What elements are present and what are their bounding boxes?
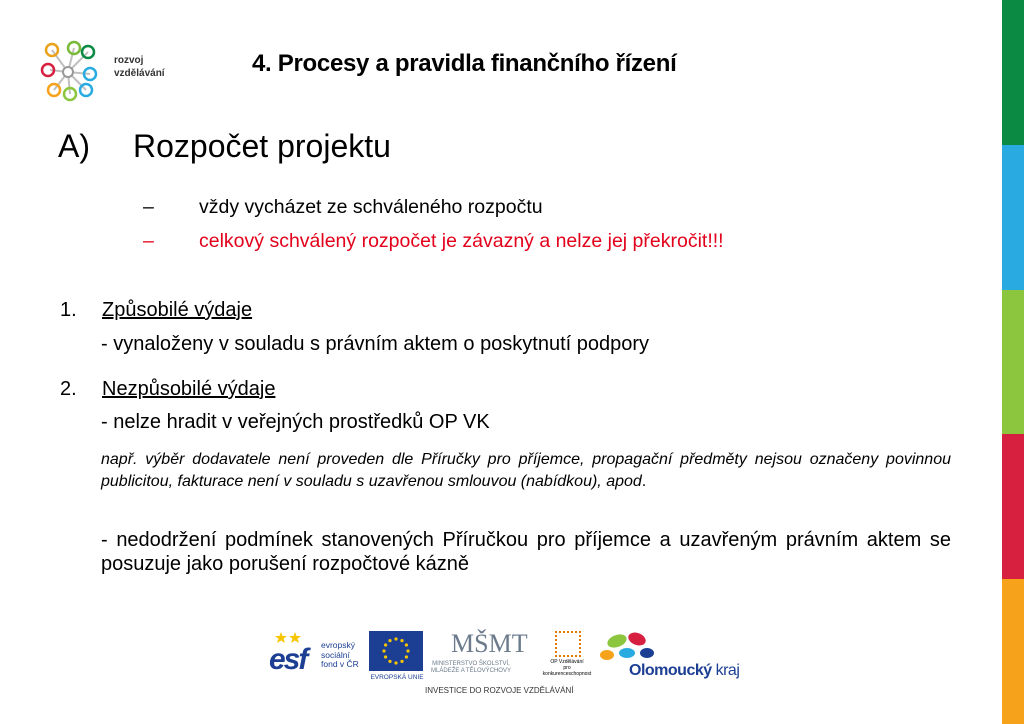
esf-caption-line: sociální	[321, 649, 350, 660]
list-item-ineligible	[60, 378, 275, 401]
esf-caption-line: fond v ČR	[321, 659, 359, 669]
esf-caption-line: evropský	[321, 640, 356, 650]
section-heading	[58, 128, 391, 165]
bullet-text: vždy vycházet ze schváleného rozpočtu	[199, 196, 543, 218]
sidebar-stripe-green	[1002, 0, 1024, 145]
list-item-eligible	[60, 299, 252, 322]
esf-caption	[321, 641, 359, 670]
list-label: Nezpůsobilé výdaje	[102, 378, 276, 400]
sidebar-stripe-orange	[1002, 579, 1024, 724]
investice-caption: INVESTICE DO ROZVOJE VZDĚLÁVÁNÍ	[425, 686, 574, 695]
olomoucky-word: Olomoucký	[629, 662, 712, 679]
footer-logos	[265, 625, 765, 700]
section-heading-letter: A)	[58, 128, 90, 164]
slide-title: 4. Procesy a pravidla finančního řízení	[252, 50, 677, 77]
olomoucky-wordmark	[629, 662, 739, 680]
budget-discipline-paragraph: - nedodržení podmínek stanovených Příručkou pro příjemce a uzavřeným právním aktem se posuzuje jako porušení rozpočtové kázně	[101, 529, 951, 575]
eu-flag-icon	[369, 631, 423, 671]
op-vk-caption-line: OP Vzdělávání	[550, 659, 584, 665]
bullet-dash: –	[143, 230, 154, 252]
example-note-end: .	[641, 473, 647, 490]
logo-text-line1: rozvoj	[114, 55, 144, 66]
msmt-logo	[431, 629, 528, 679]
example-note-text: např. výběr dodavatele není proveden dle Příručky pro příjemce, propagační předměty nejsou označeny povinnou publicitou, fakturace není v souladu s uzavřenou smlouvou (nabídkou), apod	[101, 451, 951, 490]
msmt-caption	[431, 661, 511, 675]
msmt-caption-line: MINISTERSTVO ŠKOLSTVÍ,	[432, 661, 510, 667]
op-vk-mark-icon	[555, 631, 581, 657]
esf-logo	[269, 631, 363, 681]
list-item-description: - vynaloženy v souladu s právním aktem o poskytnutí podpory	[101, 333, 650, 355]
list-number: 1.	[60, 299, 77, 321]
eu-label: EVROPSKÁ UNIE	[370, 674, 424, 681]
olomoucky-flower-icon	[597, 629, 667, 665]
bullet-dash: –	[143, 196, 154, 218]
olomoucky-kraj-logo	[597, 629, 757, 689]
sidebar-stripe-lime	[1002, 290, 1024, 435]
example-note	[101, 449, 951, 493]
section-heading-text: Rozpočet projektu	[133, 128, 391, 164]
op-vk-caption	[539, 659, 595, 677]
logo-text-line2: vzdělávání	[114, 68, 165, 79]
esf-wordmark: esf	[269, 643, 307, 676]
bullet-text: celkový schválený rozpočet je závazný a nelze jej překročit!!!	[199, 230, 724, 252]
list-item-description: - nelze hradit v veřejných prostředků OP VK	[101, 411, 490, 433]
kraj-word: kraj	[715, 662, 740, 679]
logo-text	[114, 54, 165, 80]
bullet-item	[143, 196, 543, 219]
op-vk-logo	[539, 631, 595, 679]
sidebar-stripe-blue	[1002, 145, 1024, 290]
op-vk-caption-line: pro konkurenceschopnost	[542, 665, 592, 677]
list-label: Způsobilé výdaje	[102, 299, 253, 321]
color-sidebar	[1002, 0, 1024, 724]
list-number: 2.	[60, 378, 77, 400]
sidebar-stripe-red	[1002, 434, 1024, 579]
bullet-item-highlight	[143, 230, 724, 253]
msmt-wordmark: MŠMT	[451, 629, 528, 658]
msmt-caption-line: MLÁDEŽE A TĚLOVÝCHOVY	[431, 668, 511, 674]
